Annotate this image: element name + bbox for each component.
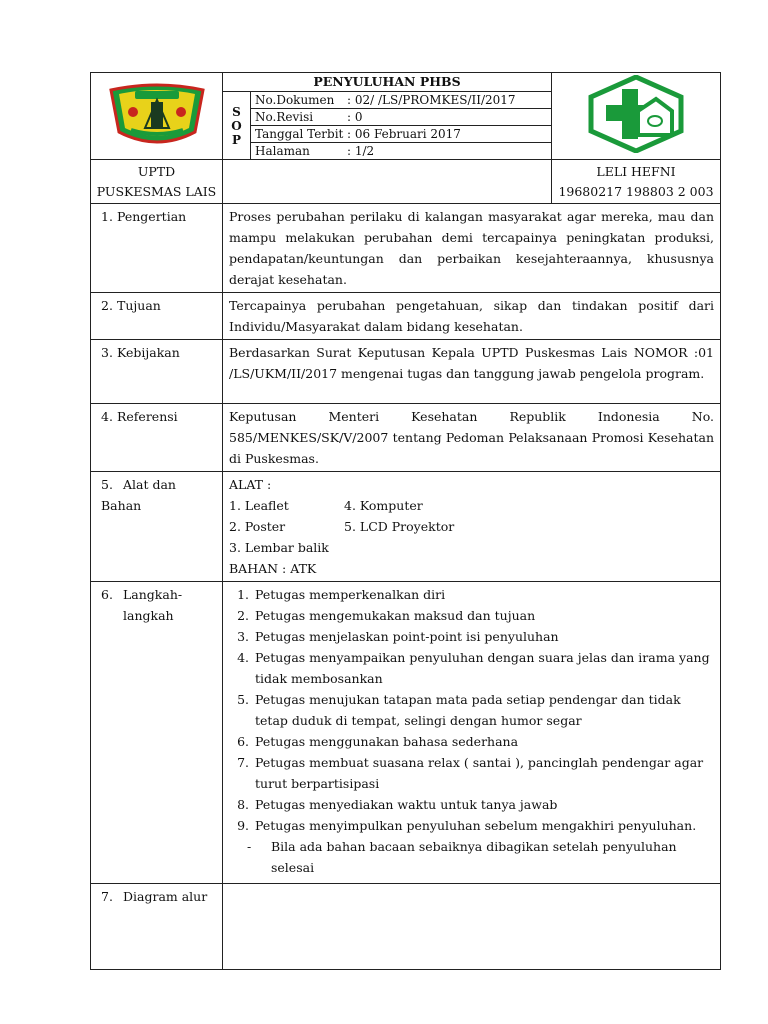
puskesmas-logo-cell xyxy=(552,73,721,160)
meta-revisi: No.Revisi : 0 xyxy=(251,109,552,126)
label-diagram-alur: 7. Diagram alur xyxy=(91,884,223,970)
label-tujuan: 2. Tujuan xyxy=(91,293,223,340)
sop-letter-p: P xyxy=(231,132,242,147)
text-pengertian: Proses perubahan perilaku di kalangan masyarakat agar mereka, mau dan mampu melakukan perubahan demi tercapainya peningkatan produksi, pendapatan/keuntungan dan perbaikan kesejahteraannya, khususnya derajat kesehatan. xyxy=(223,204,721,293)
step-sub-note: - Bila ada bahan bacaan sebaiknya dibagikan setelah penyuluhan selesai xyxy=(247,839,677,875)
label-kebijakan: 3. Kebijakan xyxy=(91,340,223,404)
tool-item xyxy=(344,537,544,558)
label-alat-bahan: 5. Alat dan Bahan xyxy=(91,472,223,582)
step-item: 2. Petugas mengemukakan maksud dan tujuan xyxy=(237,608,536,623)
step-item: 9. Petugas menyimpulkan penyuluhan sebelum mengakhiri penyuluhan. xyxy=(237,818,697,833)
tool-item: 4. Komputer xyxy=(344,498,423,513)
tool-item: 2. Poster xyxy=(229,519,286,534)
label-langkah: 6. Langkah- langkah xyxy=(91,582,223,884)
step-item: 7. Petugas membuat suasana relax ( santai ), pancinglah pendengar agar turut berpartisipasi xyxy=(237,755,704,791)
langkah-content xyxy=(223,582,721,884)
bahan-line: BAHAN : ATK xyxy=(229,561,317,576)
meta-dokumen: No.Dokumen : 02/ /LS/PROMKES/II/2017 xyxy=(251,92,552,109)
label-referensi: 4. Referensi xyxy=(91,404,223,472)
sop-label xyxy=(223,92,251,160)
signer-name: LELI HEFNI xyxy=(596,164,676,179)
blank-header-cell xyxy=(223,160,552,204)
musi-banyuasin-logo-icon xyxy=(105,82,209,148)
text-tujuan: Tercapainya perubahan pengetahuan, sikap dan tindakan positif dari Individu/Masyarakat dalam bidang kesehatan. xyxy=(223,293,721,340)
tool-item: 3. Lembar balik xyxy=(229,540,329,555)
step-item: 6. Petugas menggunakan bahasa sederhana xyxy=(237,734,519,749)
sop-letter-s: S xyxy=(232,104,241,119)
sop-letter-o: O xyxy=(231,118,242,133)
sop-title: PENYULUHAN PHBS xyxy=(223,73,552,92)
meta-tanggal: Tanggal Terbit : 06 Februari 2017 xyxy=(251,126,552,143)
meta-halaman: Halaman : 1/2 xyxy=(251,143,552,160)
step-item: 4. Petugas menyampaikan penyuluhan dengan suara jelas dan irama yang tidak membosankan xyxy=(237,650,710,686)
regency-logo-cell xyxy=(91,73,223,160)
label-pengertian: 1. Pengertian xyxy=(91,204,223,293)
step-item: 3. Petugas menjelaskan point-point isi penyuluhan xyxy=(237,629,559,644)
text-kebijakan: Berdasarkan Surat Keputusan Kepala UPTD Puskesmas Lais NOMOR :01 /LS/UKM/II/2017 mengenai tugas dan tanggung jawab pengelola program. xyxy=(223,340,721,404)
tool-item: 5. LCD Proyektor xyxy=(344,519,455,534)
step-item: 8. Petugas menyediakan waktu untuk tanya jawab xyxy=(237,797,558,812)
signer-nip: 19680217 198803 2 003 xyxy=(558,184,714,199)
signer-block xyxy=(552,160,721,204)
text-referensi: Keputusan Menteri Kesehatan Republik Indonesia No. 585/MENKES/SK/V/2007 tentang Pedoman Pelaksanaan Promosi Kesehatan di Puskesmas. xyxy=(223,404,721,472)
steps-list xyxy=(229,584,714,836)
unit-name: UPTD PUSKESMAS LAIS xyxy=(91,160,223,204)
step-item: 1. Petugas memperkenalkan diri xyxy=(237,587,446,602)
puskesmas-logo-icon xyxy=(586,75,686,153)
sop-document xyxy=(90,72,720,970)
diagram-alur-content xyxy=(223,884,721,970)
alat-title: ALAT : xyxy=(229,477,272,492)
step-item: 5. Petugas menujukan tatapan mata pada setiap pendengar dan tidak tetap duduk di tempat, selingi dengan humor segar xyxy=(237,692,681,728)
tools-list xyxy=(229,495,714,558)
tool-item: 1. Leaflet xyxy=(229,498,289,513)
sop-table xyxy=(90,72,721,970)
alat-bahan-content xyxy=(223,472,721,582)
